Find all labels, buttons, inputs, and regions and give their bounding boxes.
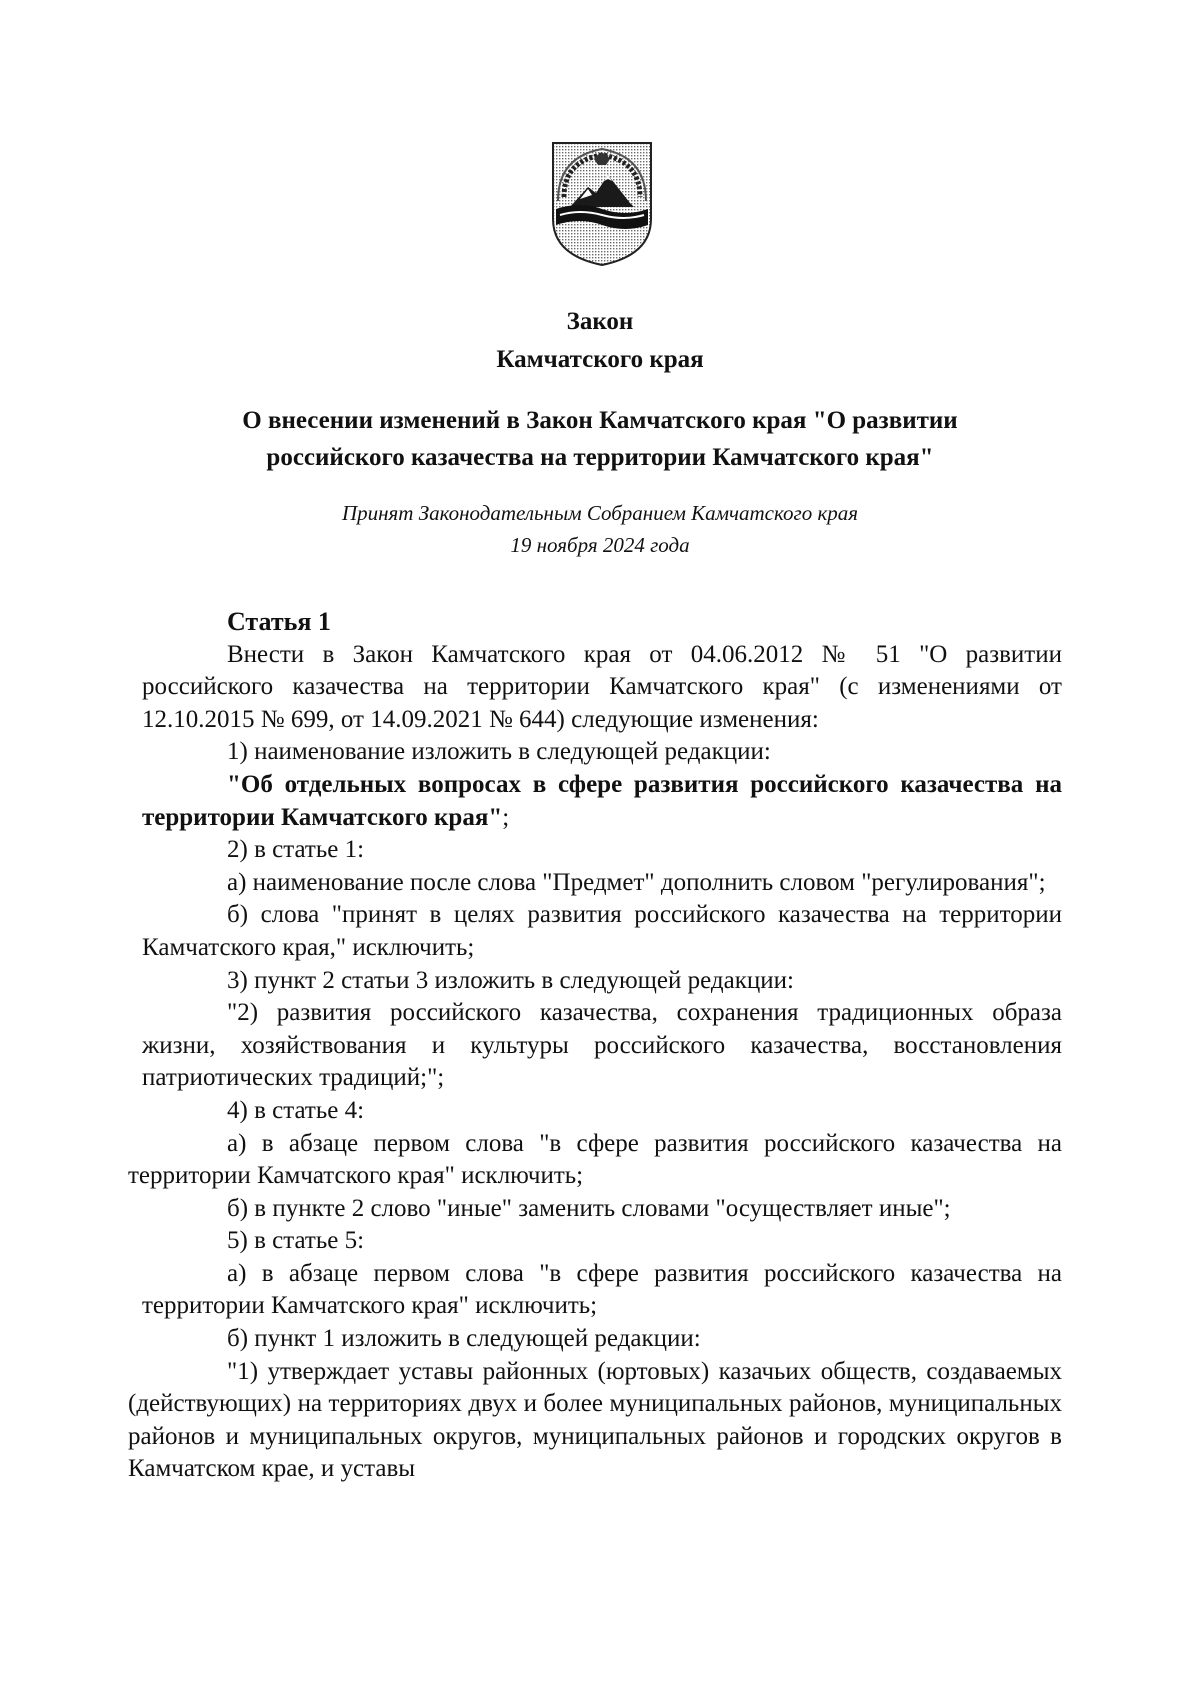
article-heading: Статья 1 [227,607,331,636]
subject-line-1: О внесении изменений в Закон Камчатского края "О развитии [242,407,958,434]
paragraph: б) в пункте 2 слово "иные" заменить словами "осуществляет иные"; [227,1194,951,1222]
paragraph: Внести в Закон Камчатского края от 04.06.2012 № 51 "О развитии российского казачества на территории Камчатского края" (с изменениями от 12.10.2015 № 699, от 14.09.2021 № 644) следующие изменения: [142,640,1062,733]
paragraph: "2) развития российского казачества, сохранения традиционных образа жизни, хозяйствования и культуры российского казачества, восстановления патриотических традиций;"; [142,999,1062,1092]
document-subject-title [0,402,1200,476]
coat-of-arms-icon [550,137,654,267]
paragraph: б) слова "принят в целях развития российского казачества на территории Камчатского края," исключить; [142,901,1062,961]
paragraph: 4) в статье 4: [227,1096,365,1124]
paragraph-quoted-title [142,769,1062,834]
quoted-title-terminator: ; [502,803,510,831]
paragraph: б) пункт 1 изложить в следующей редакции: [227,1325,701,1353]
paragraph: 3) пункт 2 статьи 3 изложить в следующей редакции: [227,966,794,994]
paragraph: а) наименование после слова "Предмет" дополнить словом "регулирования"; [227,868,1046,896]
paragraph: "1) утверждает уставы районных (юртовых) казачьих обществ, создаваемых (действующих) на территориях двух и более муниципальных районов, муниципальных районов и муниципальных округов, муниципальных районов и городских округов в Камчатском крае, и уставы [128,1357,1062,1483]
adoption-note [0,497,1200,561]
document-body [128,606,1062,1486]
quoted-title-text: "Об отдельных вопросах в сфере развития российского казачества на территории Камчатского края" [142,770,1062,831]
adoption-date-line: 19 ноября 2024 года [510,533,690,557]
subject-line-2: российского казачества на территории Камчатского края" [266,444,934,471]
document-region-line: Камчатского края [496,346,704,373]
paragraph: 5) в статье 5: [227,1227,365,1255]
paragraph: а) в абзаце первом слова "в сфере развития российского казачества на территории Камчатского края" исключить; [128,1129,1062,1190]
document-type-title [0,303,1200,379]
paragraph: а) в абзаце первом слова "в сфере развития российского казачества на территории Камчатского края" исключить; [142,1259,1062,1320]
document-type-line: Закон [566,308,634,335]
paragraph: 2) в статье 1: [227,836,365,864]
paragraph: 1) наименование изложить в следующей редакции: [227,738,771,766]
adoption-body-line: Принят Законодательным Собранием Камчатского края [341,501,859,525]
